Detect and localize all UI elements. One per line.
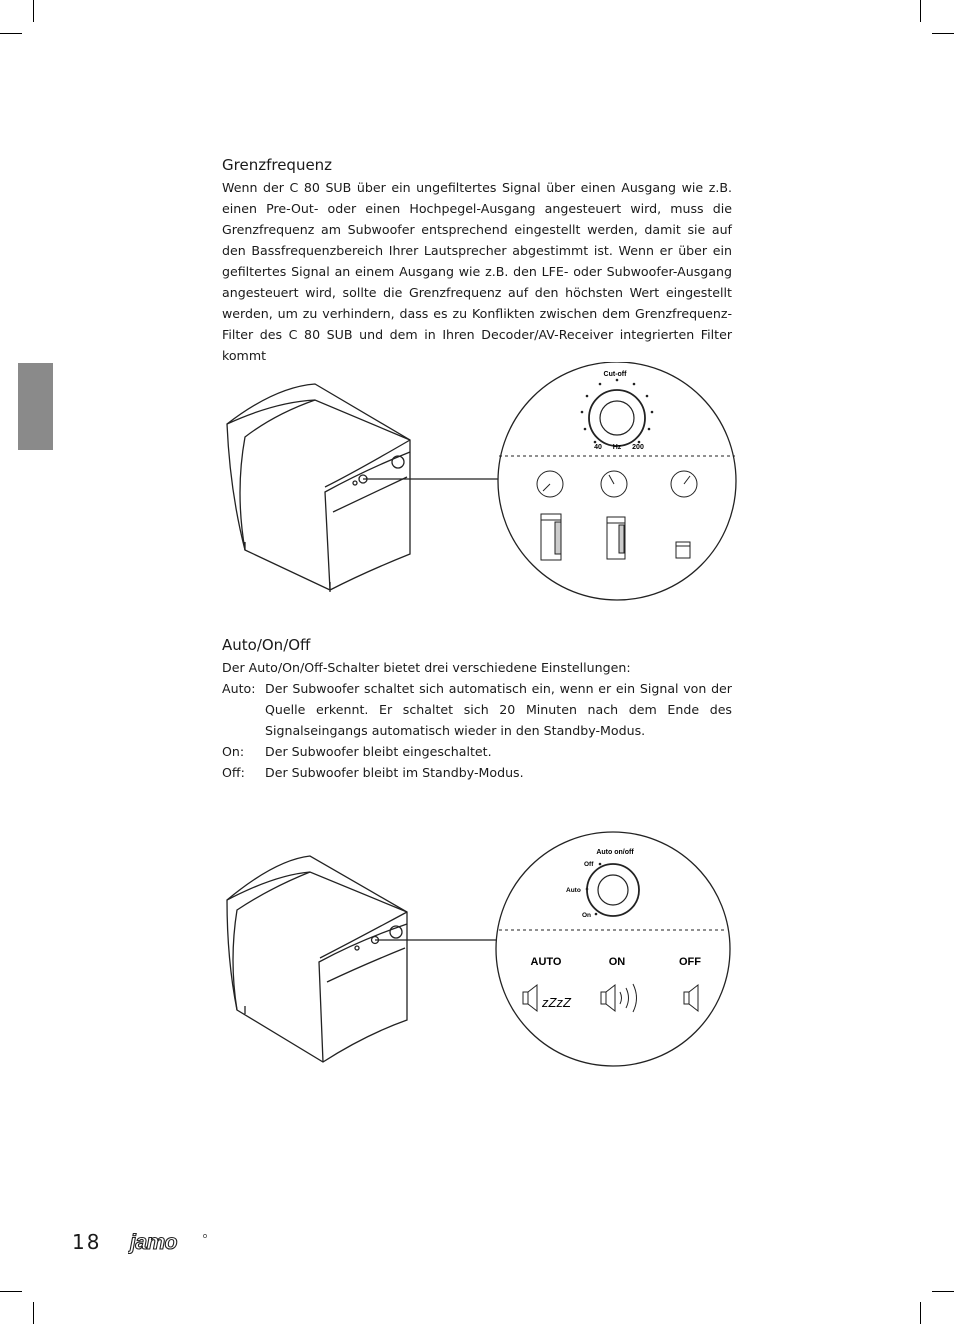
cutoff-min-label: 40 <box>594 444 602 451</box>
cutoff-figure <box>215 362 737 604</box>
mode-label-auto: AUTO <box>530 956 562 968</box>
sleep-zzz-text: zZzZ <box>542 995 571 1010</box>
term-off: Off: <box>222 765 245 780</box>
auto-knob-title: Auto on/off <box>596 849 634 856</box>
small-speaker-icon <box>676 542 690 558</box>
subwoofer-illustration <box>227 384 410 592</box>
term-on: On: <box>222 744 245 759</box>
cutoff-unit-label: Hz <box>612 444 622 451</box>
cutoff-knob-title: Cut-off <box>603 371 627 378</box>
auto-detail-circle <box>496 832 730 1066</box>
cutoff-body-text: Wenn der C 80 SUB über ein ungefiltertes Signal über einen Ausgang wie z.B. einen Pre-Out- oder einen Hochpegel-Ausgang angesteuert wird, muss die Grenzfrequenz am Subwoofer entsprechend eingestellt werden, damit sie auf den Bassfrequenzbereich Ihrer Lautsprecher abgestimmt ist. Wenn er über ein gefiltertes Signal an einem Ausgang wie z.B. den LFE- oder Subwoofer-Ausgang angesteuert wird, sollte die Grenzfrequenz auf den höchsten Wert eingestellt werden, um zu verhindern, dass es zu Konflikten zwischen dem Grenzfrequenz-Filter des C 80 SUB und dem in Ihren Decoder/AV-Receiver integrierten Filter kommt <box>222 180 732 363</box>
auto-figure <box>215 830 737 1072</box>
term-auto: Auto: <box>222 681 256 696</box>
subwoofer-illustration <box>227 856 407 1062</box>
mode-label-on: ON <box>608 956 626 968</box>
crop-mark <box>932 33 954 34</box>
auto-pos-on: On <box>582 912 592 919</box>
crop-mark <box>33 1302 34 1324</box>
jamo-logo <box>128 1230 208 1254</box>
section-title-cutoff: Grenzfrequenz <box>222 156 333 174</box>
crop-mark <box>932 1291 954 1292</box>
auto-intro <box>222 657 732 678</box>
cutoff-detail-circle <box>498 362 736 600</box>
page-number: 18 <box>72 1230 102 1254</box>
list-item-auto <box>222 678 732 741</box>
chapter-tab <box>18 363 53 450</box>
tower-speaker-icon <box>541 514 561 560</box>
logo-text: jamo <box>130 1231 178 1254</box>
crop-mark <box>0 1291 22 1292</box>
crop-mark <box>920 1302 921 1324</box>
crop-mark <box>0 33 22 34</box>
desc-on: Der Subwoofer bleibt eingeschaltet. <box>265 744 492 759</box>
section-title-auto: Auto/On/Off <box>222 636 311 654</box>
desc-auto: Der Subwoofer schaltet sich automatisch ein, wenn er ein Signal von der Quelle erkennt. Er schaltet sich 20 Minuten nach dem Ende des Signalseingangs automatisch wieder in den Standby-Modus. <box>265 681 732 738</box>
auto-pos-auto: Auto <box>566 887 581 894</box>
crop-mark <box>33 0 34 22</box>
bookshelf-tower-speaker-icon <box>607 517 625 559</box>
cutoff-max-label: 200 <box>632 444 644 451</box>
auto-pos-off: Off <box>584 861 594 868</box>
desc-off: Der Subwoofer bleibt im Standby-Modus. <box>265 765 524 780</box>
auto-intro-text: Der Auto/On/Off-Schalter bietet drei verschiedene Einstellungen: <box>222 660 631 675</box>
crop-mark <box>920 0 921 22</box>
mode-label-off: OFF <box>679 956 701 968</box>
